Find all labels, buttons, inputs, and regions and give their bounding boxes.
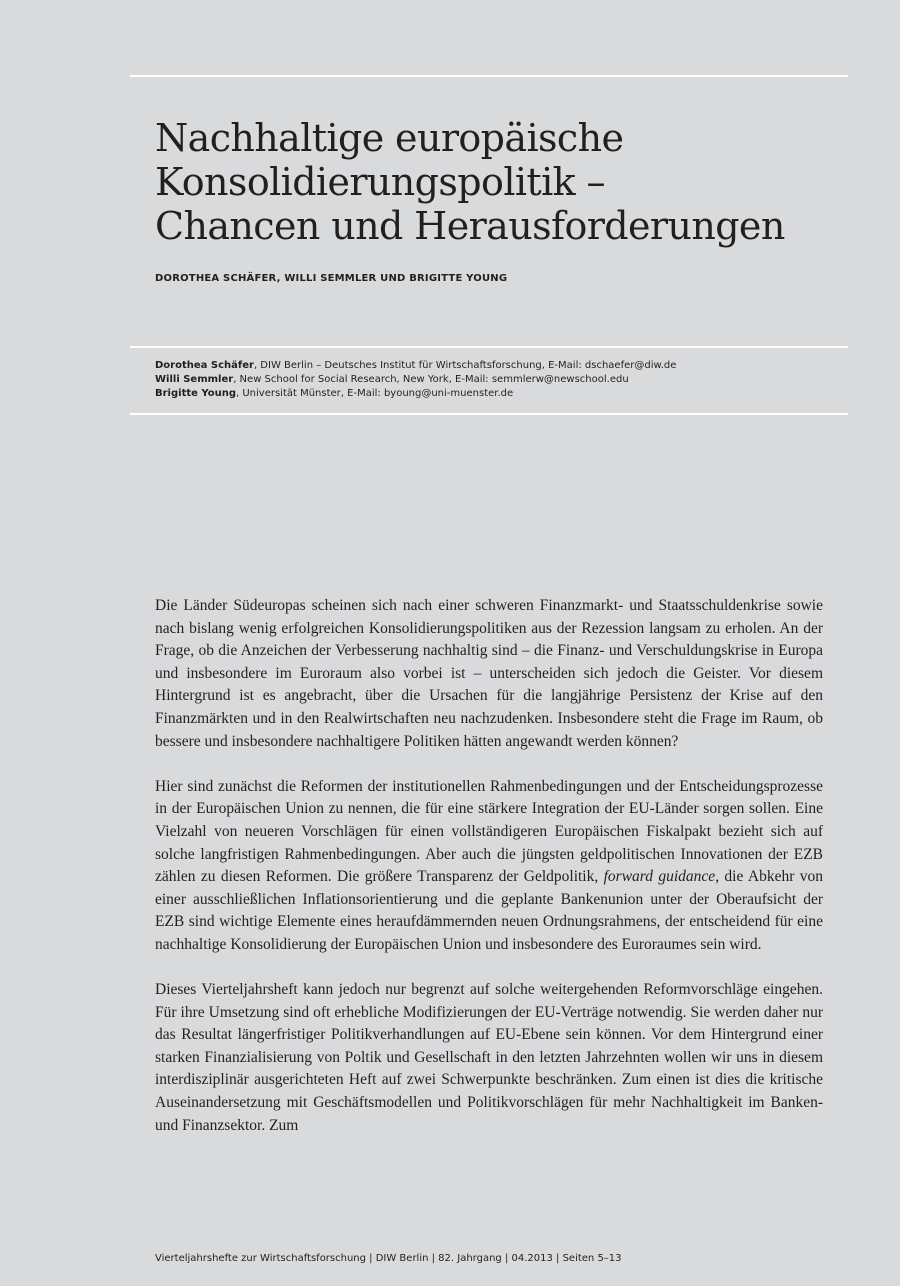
affiliations <box>155 359 845 401</box>
paragraph-text: Hier sind zunächst die Reformen der institutionellen Rahmenbedingungen und der Entscheidungsprozesse in der Europäischen Union zu nennen, die für eine stärkere Integration der EU-Länder sorgen sollen. Eine Vielzahl von neueren Vorschlägen für einen vollständigeren Europäischen Fiskalpakt bezieht sich auf solche langfristigen Rahmenbedingungen. Aber auch die jüngsten geldpolitischen Innovationen der EZB zählen zu diesen Reformen. Die größere Transparenz der Geldpolitik, <box>155 777 823 886</box>
affiliation-row <box>155 359 845 373</box>
title-line: Nachhaltige europäische <box>155 116 624 160</box>
author-list: DOROTHEA SCHÄFER, WILLI SEMMLER UND BRIGITTE YOUNG <box>155 273 508 284</box>
affiliation-detail: , DIW Berlin – Deutsches Institut für Wirtschaftsforschung, E-Mail: dschaefer@diw.de <box>253 360 677 371</box>
affiliation-name: Dorothea Schäfer <box>155 360 254 371</box>
body-paragraph <box>155 776 823 957</box>
title-line: Konsolidierungspolitik – <box>155 160 605 204</box>
top-rule <box>130 75 848 77</box>
paragraph-text: , die Abkehr von einer ausschließlichen Inflationsorientierung und die geplante Bankenunion unter der Oberaufsicht der EZB sind wichtige Elemente eines heraufdämmernden neuen Ordnungsrahmens, der entscheidend für eine nachhaltige Konsolidierung der Europäischen Union und insbesondere des Euroraumes sein wird. <box>155 868 823 953</box>
affiliation-row <box>155 373 845 387</box>
body-paragraph: Die Länder Südeuropas scheinen sich nach einer schweren Finanzmarkt- und Staatsschuldenkrise sowie nach bislang wenig erfolgreichen Konsolidierungspolitiken aus der Rezession langsam zu erholen. An der Frage, ob die Anzeichen der Verbesserung nachhaltig sind – die Finanz- und Verschuldungskrise in Europa und insbesondere im Euroraum also vorbei ist – unterscheiden sich jedoch die Geister. Vor diesem Hintergrund ist es angebracht, über die Ursachen für die langjährige Persistenz der Krise auf den Finanzmärkten und in den Realwirtschaften neu nachzudenken. Insbesondere steht die Frage im Raum, ob bessere und insbesondere nachhaltigere Politiken hätten angewandt werden können? <box>155 597 823 750</box>
affiliation-bottom-rule <box>130 413 848 415</box>
title-line: Chancen und Herausforderungen <box>155 204 785 248</box>
affiliation-name: Brigitte Young <box>155 388 236 399</box>
article-title <box>155 116 845 248</box>
affiliation-top-rule <box>130 346 848 348</box>
affiliation-name: Willi Semmler <box>155 374 234 385</box>
affiliation-detail: , Universität Münster, E-Mail: byoung@uni-muenster.de <box>235 388 514 399</box>
body-paragraph: Dieses Vierteljahrsheft kann jedoch nur begrenzt auf solche weitergehenden Reformvorschläge eingehen. Für ihre Umsetzung sind oft erhebliche Modifizierungen der EU-Verträge notwendig. Sie werden daher nur das Resultat längerfristiger Politikverhandlungen auf EU-Ebene sein können. Vor dem Hintergrund einer starken Finanzialisierung von Poltik und Gesellschaft in den letzten Jahrzehnten wollen wir uns in diesem interdisziplinär ausgerichteten Heft auf zwei Schwerpunkte beschränken. Zum einen ist dies die kritische Auseinandersetzung mit Geschäftsmodellen und Politikvorschlägen für mehr Nachhaltigkeit im Banken- und Finanzsektor. Zum <box>155 981 823 1134</box>
article-body <box>155 595 823 1137</box>
affiliation-detail: , New School for Social Research, New York, E-Mail: semmlerw@newschool.edu <box>233 374 629 385</box>
affiliation-row <box>155 387 845 401</box>
emphasis-term: forward guidance <box>603 868 716 886</box>
page-footer: Vierteljahrshefte zur Wirtschaftsforschung | DIW Berlin | 82. Jahrgang | 04.2013 | Seiten 5–13 <box>155 1253 622 1264</box>
